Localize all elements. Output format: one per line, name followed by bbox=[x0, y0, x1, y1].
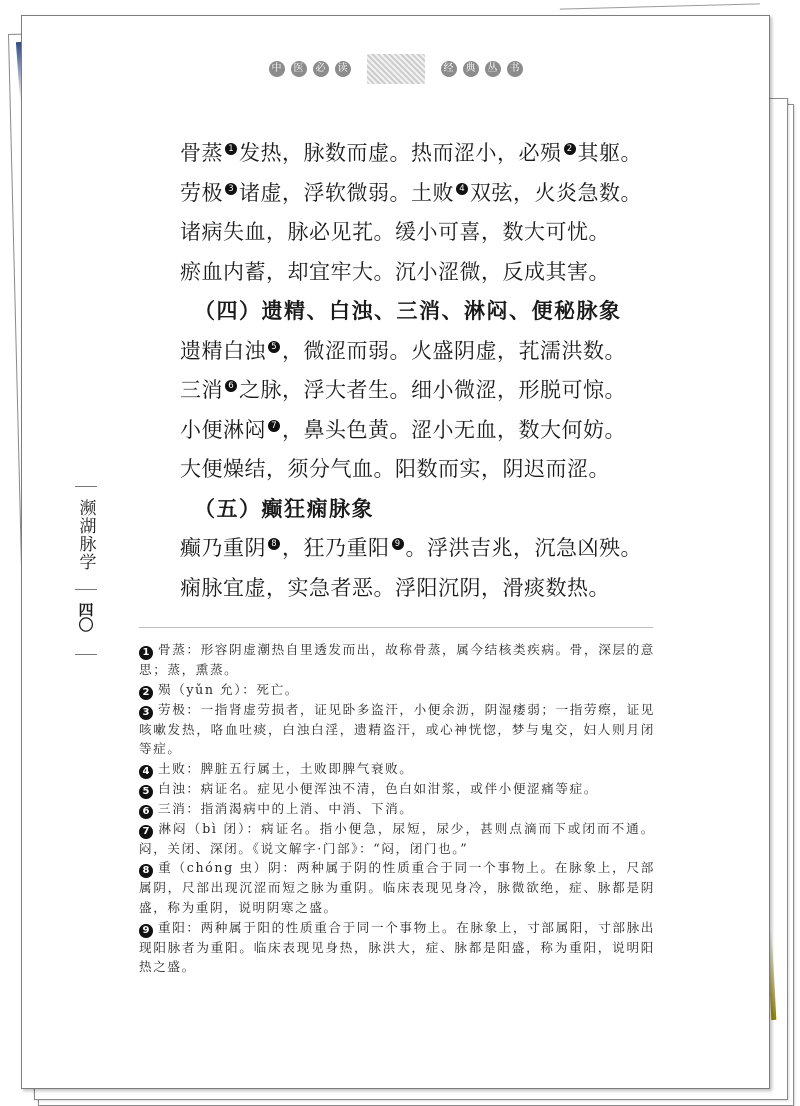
footnote-item bbox=[139, 779, 655, 799]
footnote-text: 三消：指消渴病中的上消、中消、下消。 bbox=[158, 800, 414, 816]
footnote-number: 9 bbox=[139, 924, 153, 938]
footnote-marker[interactable]: 3 bbox=[225, 183, 237, 195]
verse-text: 瘀血内蓄，却宜牢大。沉小涩微，反成其害。 bbox=[180, 259, 610, 284]
verse-text: 三消 bbox=[180, 378, 223, 402]
footnote-number: 3 bbox=[139, 706, 153, 720]
footnote-text: 重（chóng 虫）阴：两种属于阴的性质重合于同一个事物上。在脉象上，尺部属阴，尺部出现沉涩而短之脉为重阴。临床表现见身冷，脉微欲绝，症、脉都是阴盛，称为重阴，说明阴寒之盛。 bbox=[139, 860, 655, 915]
footnote-text: 土败：脾脏五行属土，土败即脾气衰败。 bbox=[158, 760, 414, 776]
verse-text: 痫脉宜虚，实急者恶。浮阳沉阴，滑痰数热。 bbox=[180, 575, 610, 600]
footnote-text: 骨蒸：形容阴虚潮热自里透发而出，故称骨蒸，属今结核类疾病。骨，深层的意思；蒸，熏蒸。 bbox=[139, 642, 655, 677]
footnote-number: 8 bbox=[139, 864, 153, 878]
footnotes bbox=[139, 640, 655, 977]
footnote-item bbox=[139, 680, 655, 700]
footnote-marker[interactable]: 7 bbox=[268, 420, 280, 432]
verse-text: 大便燥结，须分气血。阳数而实，阴迟而涩。 bbox=[180, 457, 610, 481]
footnote-text: 殒（yǔn 允）：死亡。 bbox=[158, 681, 299, 697]
engraving-emblem-icon bbox=[367, 54, 425, 84]
verse-text: 骨蒸 bbox=[180, 141, 223, 165]
footnote-text: 白浊：病证名。症见小便浑浊不清，色白如泔浆，或伴小便涩痛等症。 bbox=[158, 780, 599, 796]
verse-text: 小便淋闷 bbox=[180, 417, 266, 442]
verse-text: ，微涩而弱。火盛阴虚，芤濡洪数。 bbox=[282, 338, 626, 363]
footnote-number: 2 bbox=[139, 686, 153, 700]
verse-text: 之脉，浮大者生。细小微涩，形脱可惊。 bbox=[239, 378, 626, 402]
verse-text: 其躯。 bbox=[577, 141, 642, 165]
verse-line bbox=[180, 411, 650, 451]
series-seal: 书 bbox=[507, 61, 523, 77]
verse-text: （四）遗精、白浊、三消、淋闷、便秘脉象 bbox=[194, 299, 622, 323]
series-seal: 中 bbox=[269, 61, 285, 77]
verse-line bbox=[180, 134, 650, 174]
footnote-item bbox=[139, 700, 655, 759]
verse-body bbox=[180, 134, 650, 608]
verse-line bbox=[180, 569, 650, 609]
page-number: 四〇 bbox=[76, 602, 95, 632]
footnote-item bbox=[139, 759, 655, 779]
footnote-text: 淋闷（bì 闭）：病证名。指小便急，尿短，尿少，甚则点滴而下或闭而不通。闷，关闭、深闭。《说文解字·门部》：“闷，闭门也。” bbox=[139, 820, 655, 856]
series-seal: 医 bbox=[291, 61, 307, 77]
footnote-marker[interactable]: 9 bbox=[392, 538, 404, 550]
verse-text: 发热，脉数而虚。热而涩小，必殒 bbox=[239, 141, 562, 165]
footnote-text: 劳极：一指肾虚劳损者，证见卧多盗汗，小便余沥，阴湿痿弱；一指劳瘵，证见咳嗽发热，咯血吐痰，白浊白淫，遗精盗汗，或心神恍惚，梦与鬼交，妇人则月闭等症。 bbox=[139, 701, 655, 757]
divider bbox=[75, 654, 97, 655]
footnote-item bbox=[139, 858, 655, 917]
verse-line bbox=[180, 450, 650, 490]
divider bbox=[75, 486, 97, 487]
series-header bbox=[22, 54, 769, 84]
verse-text: 遗精白浊 bbox=[180, 338, 266, 363]
verse-text: 双弦，火炎急数。 bbox=[470, 180, 642, 205]
footnote-number: 4 bbox=[139, 765, 153, 779]
verse-text: ，鼻头色黄。涩小无血，数大何妨。 bbox=[282, 417, 626, 442]
footnote-marker[interactable]: 6 bbox=[225, 380, 237, 392]
footnote-marker[interactable]: 4 bbox=[456, 183, 468, 195]
footnote-text: 重阳：两种属于阳的性质重合于同一个事物上。在脉象上，寸部属阳，寸部脉出现阳脉者为重阳。临床表现见身热，脉洪大，症、脉都是阳盛，称为重阳，说明阳热之盛。 bbox=[139, 919, 655, 975]
verse-text: 癫乃重阴 bbox=[180, 536, 266, 560]
series-seal: 经 bbox=[441, 61, 457, 77]
verse-line bbox=[180, 529, 650, 569]
section-heading bbox=[180, 292, 650, 332]
divider bbox=[75, 589, 97, 590]
verse-line bbox=[180, 253, 650, 293]
verse-line bbox=[180, 332, 650, 372]
verse-line bbox=[180, 213, 650, 253]
footnote-item bbox=[139, 640, 655, 680]
section-heading bbox=[180, 490, 650, 530]
verse-text: 诸病失血，脉必见芤。缓小可喜，数大可忧。 bbox=[180, 220, 610, 244]
verse-text: ，狂乃重阳 bbox=[282, 536, 390, 560]
footnote-divider bbox=[139, 627, 653, 628]
book-page bbox=[21, 15, 770, 1089]
footnote-marker[interactable]: 1 bbox=[225, 143, 237, 155]
book-title: 濒湖脉学 bbox=[75, 499, 96, 571]
footnote-item bbox=[139, 918, 655, 977]
footnote-number: 1 bbox=[139, 646, 153, 660]
verse-text: 诸虚，浮软微弱。土败 bbox=[239, 180, 454, 205]
side-running-head bbox=[66, 486, 106, 655]
series-seal: 读 bbox=[335, 61, 351, 77]
verse-line bbox=[180, 174, 650, 214]
footnote-marker[interactable]: 5 bbox=[268, 341, 280, 353]
verse-line bbox=[180, 371, 650, 411]
verse-text: （五）癫狂痫脉象 bbox=[194, 496, 374, 521]
series-seal: 典 bbox=[463, 61, 479, 77]
footnote-number: 7 bbox=[139, 825, 153, 839]
series-seal: 必 bbox=[313, 61, 329, 77]
footnote-item bbox=[139, 799, 655, 819]
verse-text: 。浮洪吉兆，沉急凶殃。 bbox=[405, 536, 642, 560]
footnote-number: 6 bbox=[139, 805, 153, 819]
footnote-marker[interactable]: 8 bbox=[268, 538, 280, 550]
footnote-number: 5 bbox=[139, 785, 153, 799]
verse-text: 劳极 bbox=[180, 180, 223, 205]
footnote-marker[interactable]: 2 bbox=[564, 143, 576, 155]
series-seal: 丛 bbox=[485, 61, 501, 77]
footnote-item bbox=[139, 819, 655, 859]
